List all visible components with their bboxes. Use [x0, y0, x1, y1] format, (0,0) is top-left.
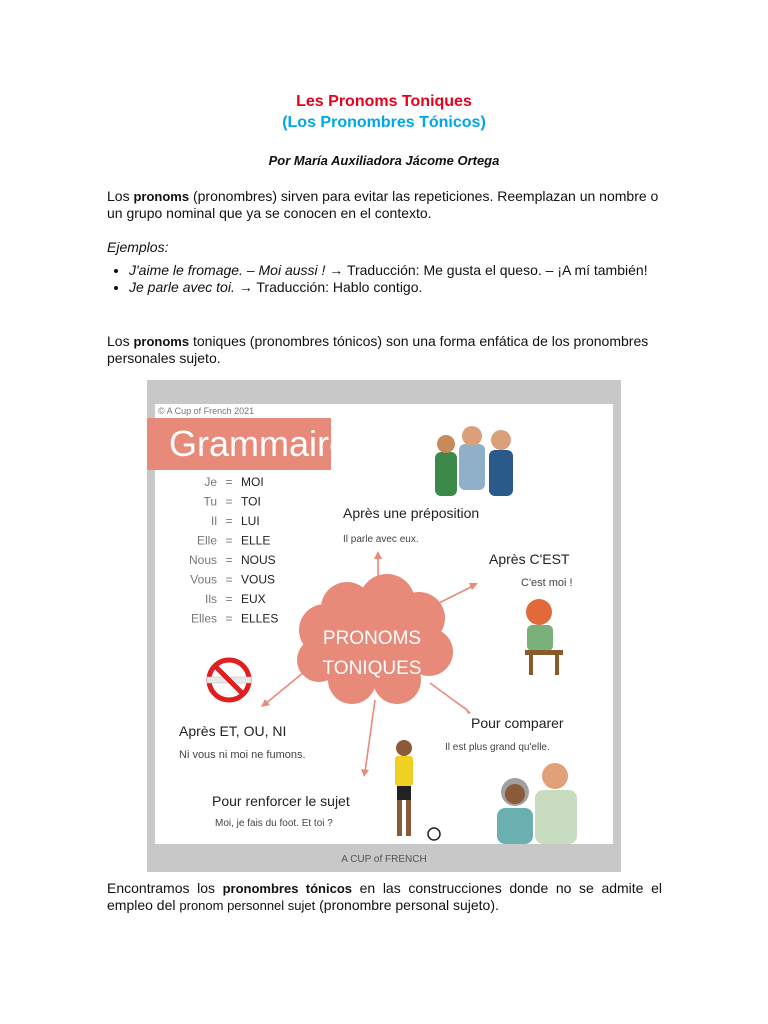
- example-translation: → Traducción: Me gusta el queso. – ¡A mí también!: [325, 262, 648, 278]
- pronoun-subject: Elles: [190, 611, 217, 626]
- intro-post: (pronombres) sirven para evitar las repeticiones. Reemplazan un nombre o un grupo nominal que ya se conocen en el contexto.: [107, 188, 659, 221]
- equals-sign: =: [225, 494, 233, 509]
- grammar-infographic: [147, 380, 621, 872]
- para3-pre: Encontramos los: [107, 880, 223, 896]
- examples-label: Ejemplos:: [107, 239, 169, 255]
- equals-sign: =: [225, 533, 233, 548]
- pronoun-subject: Elle: [196, 533, 217, 548]
- example-french: J'aime le fromage. – Moi aussi !: [129, 262, 326, 278]
- equals-sign: =: [225, 572, 233, 587]
- intro-pre: Los: [107, 188, 134, 204]
- three-men-illustration: [435, 426, 513, 496]
- pronoun-subject: Il: [211, 514, 217, 528]
- para3-small: pronom personnel sujet: [179, 898, 316, 913]
- author-line: Por María Auxiliadora Jácome Ortega: [268, 153, 500, 168]
- pronoun-tonic: ELLE: [241, 533, 271, 548]
- banner-text: Grammaire: [169, 423, 350, 464]
- use-etouni-title: Après ET, OU, NI: [179, 723, 287, 739]
- use-comparer-title: Pour comparer: [471, 715, 564, 731]
- intro-bold: pronoms: [133, 189, 190, 204]
- use-cest-example: C'est moi !: [521, 577, 573, 589]
- copyright-text: © A Cup of French 2021: [158, 406, 255, 416]
- use-etouni-example: Ni vous ni moi ne fumons.: [179, 749, 306, 761]
- pronoun-subject: Je: [204, 475, 217, 489]
- para2-post: toniques (pronombres tónicos) son una forma enfática de los pronombres personales sujeto.: [107, 333, 649, 366]
- pronoun-tonic: NOUS: [241, 553, 276, 567]
- use-cest-title: Après C'EST: [489, 551, 570, 567]
- equals-sign: =: [225, 514, 233, 528]
- paragraph-3: [107, 880, 662, 914]
- infographic-svg: [147, 380, 621, 872]
- pronoun-tonic: ELLES: [241, 611, 279, 626]
- pronoun-subject: Tu: [203, 494, 217, 509]
- pronoun-tonic: LUI: [241, 514, 260, 528]
- use-comparer-example: Il est plus grand qu'elle.: [445, 742, 550, 753]
- use-renforcer-title: Pour renforcer le sujet: [212, 793, 350, 809]
- document-subtitle: (Los Pronombres Tónicos): [282, 114, 486, 131]
- example-french: Je parle avec toi.: [129, 279, 235, 295]
- cloud-line2: TONIQUES: [322, 658, 422, 679]
- acupoffrench-logo: A CUP of FRENCH: [341, 854, 427, 865]
- example-translation: → Traducción: Hablo contigo.: [234, 279, 423, 295]
- intro-paragraph: [107, 188, 662, 222]
- equals-sign: =: [225, 553, 233, 567]
- pronoun-tonic: VOUS: [241, 572, 276, 587]
- list-item: [129, 262, 684, 279]
- cloud-line1: PRONOMS: [322, 628, 422, 649]
- para3-mid: en las construcciones donde no se admite el empleo del: [107, 880, 662, 913]
- para2-bold: pronoms: [133, 334, 190, 349]
- pronoun-subject: Vous: [190, 572, 217, 587]
- para3-bold: pronombres tónicos: [222, 881, 353, 896]
- paragraph-2: [107, 333, 662, 367]
- equals-sign: =: [225, 475, 233, 489]
- equals-sign: =: [225, 611, 233, 626]
- use-preposition-title: Après une préposition: [343, 505, 480, 521]
- pronoun-tonic: TOI: [241, 494, 261, 509]
- pronoun-subject: Ils: [205, 592, 217, 606]
- pronoun-tonic: EUX: [241, 592, 266, 606]
- pronoun-tonic: MOI: [241, 475, 264, 489]
- use-preposition-example: Il parle avec eux.: [343, 534, 419, 545]
- para2-pre: Los: [107, 333, 134, 349]
- pronoun-subject: Nous: [188, 553, 217, 567]
- list-item: [129, 279, 684, 296]
- equals-sign: =: [225, 592, 233, 606]
- document-title: Les Pronoms Toniques: [296, 93, 472, 110]
- examples-list: [107, 262, 684, 296]
- para3-post: (pronombre personal sujeto).: [315, 897, 499, 913]
- use-renforcer-example: Moi, je fais du foot. Et toi ?: [215, 818, 333, 829]
